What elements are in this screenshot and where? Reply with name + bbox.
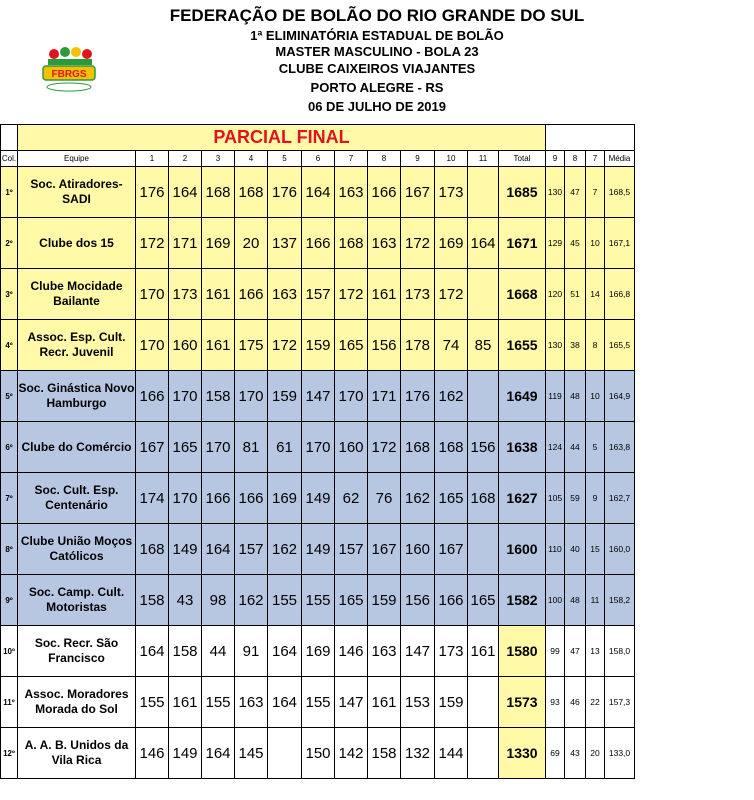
round-score-cell: 173: [401, 269, 435, 320]
average-cell: 157,3: [605, 677, 635, 728]
round-score-cell: 170: [302, 422, 335, 473]
svg-text:FBRGS: FBRGS: [51, 69, 87, 80]
position-cell: 12º: [1, 728, 18, 779]
round-score-cell: 167: [368, 524, 401, 575]
round-header: 6: [302, 151, 335, 167]
round-score-cell: 167: [435, 524, 468, 575]
round-score-cell: 149: [302, 473, 335, 524]
round-score-cell: 91: [235, 626, 268, 677]
round-score-cell: 174: [136, 473, 169, 524]
eights-cell: 45: [565, 218, 586, 269]
round-score-cell: 163: [235, 677, 268, 728]
position-cell: 2º: [1, 218, 18, 269]
round-score-cell: 149: [302, 524, 335, 575]
round-score-cell: 44: [202, 626, 235, 677]
eights-header: 8: [565, 151, 586, 167]
sevens-cell: 5: [586, 422, 605, 473]
round-score-cell: 168: [335, 218, 368, 269]
total-cell: 1671: [499, 218, 546, 269]
total-cell: 1638: [499, 422, 546, 473]
round-score-cell: 172: [401, 218, 435, 269]
round-header: 3: [202, 151, 235, 167]
round-score-cell: 76: [368, 473, 401, 524]
round-score-cell: 161: [202, 269, 235, 320]
round-score-cell: 158: [169, 626, 202, 677]
position-cell: 1º: [1, 167, 18, 218]
average-cell: 133,0: [605, 728, 635, 779]
round-score-cell: 164: [202, 524, 235, 575]
round-score-cell: 172: [136, 218, 169, 269]
sevens-cell: 13: [586, 626, 605, 677]
round-score-cell: [468, 371, 499, 422]
nines-cell: 93: [546, 677, 565, 728]
round-score-cell: 166: [235, 473, 268, 524]
round-header: 11: [468, 151, 499, 167]
round-score-cell: 170: [169, 473, 202, 524]
average-cell: 164,9: [605, 371, 635, 422]
federation-title: FEDERAÇÃO DE BOLÃO DO RIO GRANDE DO SUL: [169, 6, 585, 25]
round-score-cell: 62: [335, 473, 368, 524]
col-header: Col.: [1, 151, 18, 167]
sevens-cell: 7: [586, 167, 605, 218]
average-header: Média: [605, 151, 635, 167]
team-name-cell: Clube Mocidade Bailante: [18, 269, 136, 320]
round-score-cell: 176: [136, 167, 169, 218]
nines-cell: 119: [546, 371, 565, 422]
round-score-cell: 155: [136, 677, 169, 728]
round-score-cell: 159: [302, 320, 335, 371]
round-header: 9: [401, 151, 435, 167]
eights-cell: 47: [565, 626, 586, 677]
sevens-cell: 10: [586, 371, 605, 422]
team-name-cell: Soc. Ginástica Novo Hamburgo: [18, 371, 136, 422]
banner-title: PARCIAL FINAL: [18, 125, 546, 151]
team-name-cell: A. A. B. Unidos da Vila Rica: [18, 728, 136, 779]
date-title: 06 DE JULHO DE 2019: [307, 99, 446, 114]
round-score-cell: 164: [468, 218, 499, 269]
round-score-cell: 156: [368, 320, 401, 371]
banner-row: [1, 125, 635, 151]
eights-cell: 38: [565, 320, 586, 371]
round-score-cell: 161: [202, 320, 235, 371]
round-score-cell: 170: [235, 371, 268, 422]
round-score-cell: 173: [169, 269, 202, 320]
total-cell: 1582: [499, 575, 546, 626]
round-score-cell: 149: [169, 728, 202, 779]
position-cell: 4º: [1, 320, 18, 371]
round-score-cell: 145: [235, 728, 268, 779]
team-name-cell: Assoc. Esp. Cult. Recr. Juvenil: [18, 320, 136, 371]
round-score-cell: 155: [302, 677, 335, 728]
round-score-cell: 81: [235, 422, 268, 473]
nines-cell: 69: [546, 728, 565, 779]
round-score-cell: 20: [235, 218, 268, 269]
team-row: [1, 422, 635, 473]
nines-cell: 129: [546, 218, 565, 269]
total-cell: 1685: [499, 167, 546, 218]
round-header: 4: [235, 151, 268, 167]
round-score-cell: 166: [368, 167, 401, 218]
eights-cell: 43: [565, 728, 586, 779]
round-score-cell: 168: [401, 422, 435, 473]
eights-cell: 51: [565, 269, 586, 320]
sevens-cell: 8: [586, 320, 605, 371]
eights-cell: 44: [565, 422, 586, 473]
round-score-cell: 175: [235, 320, 268, 371]
round-score-cell: 169: [435, 218, 468, 269]
round-score-cell: 172: [435, 269, 468, 320]
round-score-cell: 168: [468, 473, 499, 524]
round-score-cell: 170: [136, 269, 169, 320]
sevens-cell: 14: [586, 269, 605, 320]
eights-cell: 46: [565, 677, 586, 728]
team-name-cell: Soc. Atiradores-SADI: [18, 167, 136, 218]
round-score-cell: 178: [401, 320, 435, 371]
round-score-cell: 158: [136, 575, 169, 626]
round-score-cell: 157: [335, 524, 368, 575]
sevens-cell: 20: [586, 728, 605, 779]
round-score-cell: [468, 167, 499, 218]
round-header: 5: [268, 151, 302, 167]
total-cell: 1627: [499, 473, 546, 524]
nines-cell: 120: [546, 269, 565, 320]
round-score-cell: 162: [401, 473, 435, 524]
round-score-cell: 153: [401, 677, 435, 728]
nines-cell: 99: [546, 626, 565, 677]
team-name-cell: Clube União Moços Católicos: [18, 524, 136, 575]
round-score-cell: 85: [468, 320, 499, 371]
round-score-cell: 170: [202, 422, 235, 473]
round-score-cell: 74: [435, 320, 468, 371]
round-score-cell: 159: [268, 371, 302, 422]
position-cell: 7º: [1, 473, 18, 524]
round-header: 10: [435, 151, 468, 167]
nines-cell: 110: [546, 524, 565, 575]
sevens-cell: 11: [586, 575, 605, 626]
nines-header: 9: [546, 151, 565, 167]
round-score-cell: 171: [169, 218, 202, 269]
round-score-cell: 172: [368, 422, 401, 473]
round-score-cell: 165: [169, 422, 202, 473]
round-score-cell: 155: [302, 575, 335, 626]
round-score-cell: 147: [302, 371, 335, 422]
eights-cell: 48: [565, 371, 586, 422]
round-score-cell: 147: [335, 677, 368, 728]
round-score-cell: 159: [368, 575, 401, 626]
round-score-cell: 160: [169, 320, 202, 371]
round-score-cell: 169: [202, 218, 235, 269]
round-score-cell: [468, 677, 499, 728]
team-name-cell: Clube dos 15: [18, 218, 136, 269]
position-cell: 10º: [1, 626, 18, 677]
round-score-cell: 61: [268, 422, 302, 473]
city-title: PORTO ALEGRE - RS: [310, 80, 444, 95]
round-score-cell: 172: [335, 269, 368, 320]
round-score-cell: 164: [302, 167, 335, 218]
round-score-cell: 163: [368, 626, 401, 677]
total-cell: 1573: [499, 677, 546, 728]
team-row: [1, 371, 635, 422]
team-name-cell: Soc. Recr. São Francisco: [18, 626, 136, 677]
round-score-cell: 170: [335, 371, 368, 422]
total-cell: 1655: [499, 320, 546, 371]
round-score-cell: 132: [401, 728, 435, 779]
average-cell: 165,5: [605, 320, 635, 371]
round-score-cell: 157: [235, 524, 268, 575]
round-score-cell: 173: [435, 167, 468, 218]
position-cell: 11º: [1, 677, 18, 728]
team-name-cell: Clube do Comércio: [18, 422, 136, 473]
team-row: [1, 728, 635, 779]
venue-title: CLUBE CAIXEIROS VIAJANTES: [278, 61, 476, 76]
round-score-cell: 161: [368, 269, 401, 320]
total-cell: 1600: [499, 524, 546, 575]
round-score-cell: [468, 728, 499, 779]
team-name-cell: Assoc. Moradores Morada do Sol: [18, 677, 136, 728]
round-score-cell: 159: [435, 677, 468, 728]
eights-cell: 40: [565, 524, 586, 575]
team-row: [1, 626, 635, 677]
team-row: [1, 524, 635, 575]
total-cell: 1580: [499, 626, 546, 677]
round-header: 2: [169, 151, 202, 167]
round-score-cell: 170: [136, 320, 169, 371]
position-cell: 3º: [1, 269, 18, 320]
round-score-cell: 150: [302, 728, 335, 779]
round-score-cell: 169: [302, 626, 335, 677]
round-score-cell: 146: [136, 728, 169, 779]
team-row: [1, 575, 635, 626]
round-score-cell: 160: [401, 524, 435, 575]
average-cell: 158,2: [605, 575, 635, 626]
team-row: [1, 473, 635, 524]
round-score-cell: 168: [136, 524, 169, 575]
average-cell: 162,7: [605, 473, 635, 524]
round-score-cell: 168: [435, 422, 468, 473]
round-score-cell: 98: [202, 575, 235, 626]
round-score-cell: 173: [435, 626, 468, 677]
round-score-cell: 164: [268, 626, 302, 677]
nines-cell: 124: [546, 422, 565, 473]
round-score-cell: 161: [169, 677, 202, 728]
team-row: [1, 167, 635, 218]
round-score-cell: 146: [335, 626, 368, 677]
round-score-cell: 176: [268, 167, 302, 218]
round-score-cell: 161: [368, 677, 401, 728]
category-title: MASTER MASCULINO - BOLA 23: [275, 44, 479, 59]
position-cell: 8º: [1, 524, 18, 575]
round-score-cell: [268, 728, 302, 779]
eights-cell: 47: [565, 167, 586, 218]
total-cell: 1668: [499, 269, 546, 320]
sevens-header: 7: [586, 151, 605, 167]
event-title: 1ª ELIMINATÓRIA ESTADUAL DE BOLÃO: [250, 28, 504, 43]
round-score-cell: 155: [268, 575, 302, 626]
column-header-row: [1, 151, 635, 167]
position-cell: 9º: [1, 575, 18, 626]
round-score-cell: 156: [401, 575, 435, 626]
team-name-cell: Soc. Cult. Esp. Centenário: [18, 473, 136, 524]
round-score-cell: 162: [435, 371, 468, 422]
team-row: [1, 218, 635, 269]
round-score-cell: 165: [335, 575, 368, 626]
round-score-cell: 165: [468, 575, 499, 626]
team-header: Equipe: [18, 151, 136, 167]
round-score-cell: 158: [202, 371, 235, 422]
average-cell: 163,8: [605, 422, 635, 473]
round-score-cell: 166: [136, 371, 169, 422]
nines-cell: 130: [546, 167, 565, 218]
nines-cell: 100: [546, 575, 565, 626]
team-name-cell: Soc. Camp. Cult. Motoristas: [18, 575, 136, 626]
round-score-cell: 164: [136, 626, 169, 677]
round-score-cell: 165: [335, 320, 368, 371]
round-score-cell: 160: [335, 422, 368, 473]
nines-cell: 130: [546, 320, 565, 371]
position-cell: 5º: [1, 371, 18, 422]
round-header: 8: [368, 151, 401, 167]
round-score-cell: 170: [169, 371, 202, 422]
round-score-cell: 156: [468, 422, 499, 473]
round-score-cell: 163: [268, 269, 302, 320]
round-score-cell: 166: [435, 575, 468, 626]
team-row: [1, 320, 635, 371]
round-score-cell: 168: [202, 167, 235, 218]
eights-cell: 48: [565, 575, 586, 626]
round-score-cell: 166: [302, 218, 335, 269]
total-header: Total: [499, 151, 546, 167]
average-cell: 166,8: [605, 269, 635, 320]
sevens-cell: 10: [586, 218, 605, 269]
round-score-cell: 163: [368, 218, 401, 269]
round-score-cell: 147: [401, 626, 435, 677]
round-score-cell: 142: [335, 728, 368, 779]
round-score-cell: 137: [268, 218, 302, 269]
sevens-cell: 22: [586, 677, 605, 728]
round-score-cell: 162: [268, 524, 302, 575]
average-cell: 160,0: [605, 524, 635, 575]
round-score-cell: 176: [401, 371, 435, 422]
round-score-cell: 158: [368, 728, 401, 779]
round-score-cell: 157: [302, 269, 335, 320]
average-cell: 167,1: [605, 218, 635, 269]
round-header: 1: [136, 151, 169, 167]
round-score-cell: 149: [169, 524, 202, 575]
position-cell: 6º: [1, 422, 18, 473]
nines-cell: 105: [546, 473, 565, 524]
round-score-cell: 166: [235, 269, 268, 320]
round-score-cell: 164: [169, 167, 202, 218]
round-score-cell: 168: [235, 167, 268, 218]
round-score-cell: 161: [468, 626, 499, 677]
average-cell: 168,5: [605, 167, 635, 218]
round-header: 7: [335, 151, 368, 167]
eights-cell: 59: [565, 473, 586, 524]
total-cell: 1330: [499, 728, 546, 779]
round-score-cell: 165: [435, 473, 468, 524]
round-score-cell: [468, 524, 499, 575]
team-row: [1, 269, 635, 320]
round-score-cell: 169: [268, 473, 302, 524]
round-score-cell: 172: [268, 320, 302, 371]
round-score-cell: 167: [401, 167, 435, 218]
total-cell: 1649: [499, 371, 546, 422]
round-score-cell: 167: [136, 422, 169, 473]
round-score-cell: 144: [435, 728, 468, 779]
round-score-cell: 155: [202, 677, 235, 728]
average-cell: 158,0: [605, 626, 635, 677]
round-score-cell: 163: [335, 167, 368, 218]
round-score-cell: 164: [202, 728, 235, 779]
round-score-cell: [468, 269, 499, 320]
round-score-cell: 171: [368, 371, 401, 422]
team-row: [1, 677, 635, 728]
sevens-cell: 9: [586, 473, 605, 524]
round-score-cell: 162: [235, 575, 268, 626]
results-table: [0, 124, 635, 779]
round-score-cell: 43: [169, 575, 202, 626]
sevens-cell: 15: [586, 524, 605, 575]
document-header: [0, 0, 754, 125]
round-score-cell: 164: [268, 677, 302, 728]
round-score-cell: 166: [202, 473, 235, 524]
